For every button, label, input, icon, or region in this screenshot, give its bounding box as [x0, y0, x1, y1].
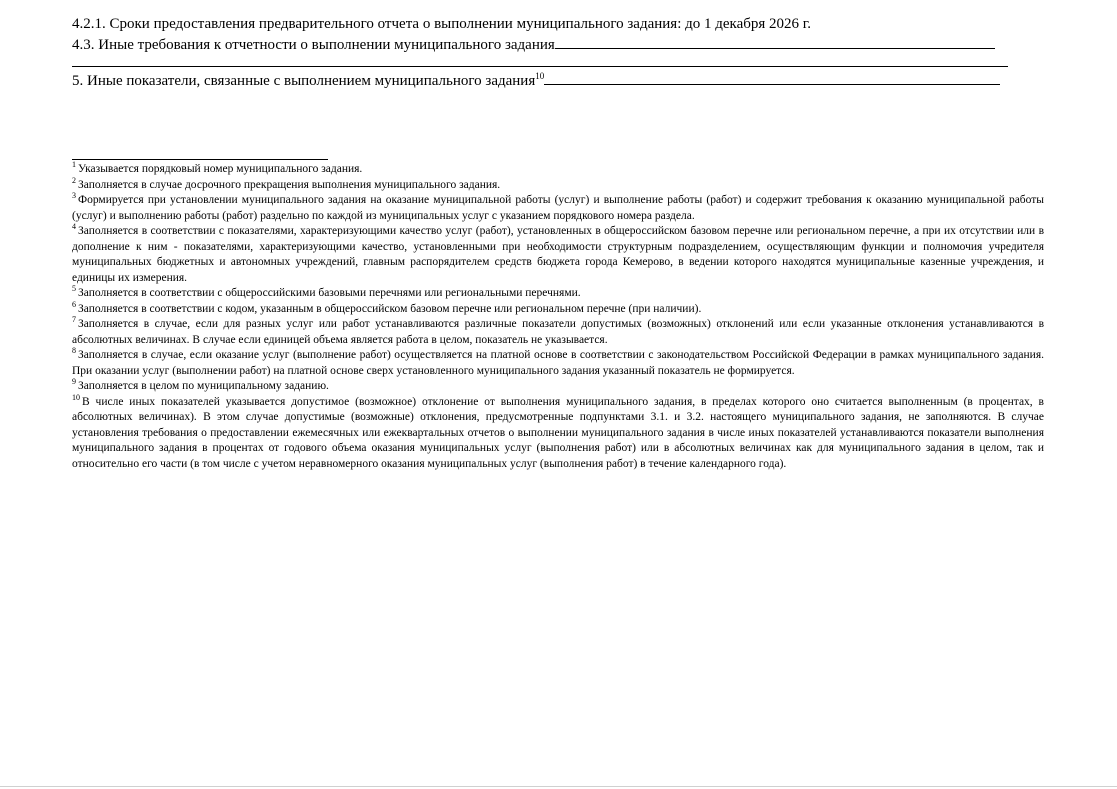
footnotes-list: [72, 162, 1044, 472]
footnote: [72, 175, 1044, 194]
section-5-text: 5. Иные показатели, связанные с выполнением муниципального задания: [72, 73, 536, 89]
footnote-number: 9: [72, 377, 76, 386]
footnote-text: Заполняется в соответствии с общероссийскими базовыми перечнями или региональными перечнями.: [78, 287, 581, 299]
footnote: [72, 224, 1044, 286]
section-4-3-text: 4.3. Иные требования к отчетности о выполнении муниципального задания: [72, 37, 555, 53]
footnote-number: 8: [72, 346, 76, 355]
footnote: [72, 348, 1044, 379]
section-5-fill-line: [544, 71, 1000, 85]
section-5: [72, 71, 1000, 90]
footnote: [72, 162, 1044, 178]
footnote: [72, 299, 1044, 318]
footnote-number: 10: [72, 392, 80, 402]
footnote: [72, 193, 1044, 224]
footnote-text: Заполняется в соответствии с показателями, характеризующими качество услуг (работ), установленных в общероссийском базовом перечне или региональном перечне, а при их отсутствии или в дополнение к ним - показателями, характеризующими качество, установленными при необходимости структурным подразделением, осуществляющим функции и полномочия учредителя муниципальных бюджетных и автономных учреждений, главным распорядителем средств бюджета города Кемерово, в ведении которого находятся муниципальные казенные учреждения, и единицы их измерения.: [72, 225, 1044, 284]
footnote-number: 3: [72, 191, 76, 200]
footnote-number: 2: [72, 175, 76, 185]
footnote-separator: [72, 159, 328, 160]
footnote-text: Заполняется в случае досрочного прекращения выполнения муниципального задания.: [78, 178, 501, 191]
footnote-number: 7: [72, 315, 76, 324]
footnote: [72, 286, 1044, 302]
footnote-text: Заполняется в случае, если оказание услуг (выполнение работ) осуществляется на платной основе в соответствии с законодательством Российской Федерации в рамках муниципального задания. При оказании услуг (выполнении работ) на платной основе сверх установленного муниципального задания указанный показатель не формируется.: [72, 349, 1044, 377]
footnote-number: 6: [72, 299, 76, 309]
footnote-text: Формируется при установлении муниципального задания на оказание муниципальной работы (услуг) и выполнение работы (работ) и содержит требования к оказанию муниципальной работы (услуг) и выполнению работы (работ) раздельно по каждой из муниципальных услуг с указанием порядкового номера раздела.: [72, 194, 1044, 222]
footnote-text: Заполняется в целом по муниципальному заданию.: [78, 380, 329, 392]
footnote: [72, 392, 1044, 473]
footnote-number: 1: [72, 160, 76, 169]
footnote-number: 4: [72, 222, 76, 231]
footnote-number: 5: [72, 284, 76, 293]
section-4-2-1-text: 4.2.1. Сроки предоставления предварительного отчета о выполнении муниципального задания: до 1 декабря 2026 г.: [72, 16, 812, 32]
footnote: [72, 379, 1044, 395]
section-4-3-continuation-line: [72, 66, 1008, 67]
footnote-text: Указывается порядковый номер муниципального задания.: [78, 163, 363, 175]
section-4-2-1: [72, 15, 811, 33]
page-bottom-divider: [0, 786, 1117, 787]
footnote: [72, 317, 1044, 348]
section-5-note-ref: 10: [535, 71, 545, 81]
footnote-text: Заполняется в случае, если для разных услуг или работ устанавливаются различные показатели допустимых (возможных) отклонений или если указанные отклонения устанавливаются в абсолютных величинах. В случае если единицей объема является работа в целом, показатель не указывается.: [72, 318, 1044, 346]
footnote-text: Заполняется в соответствии с кодом, указанным в общероссийском базовом перечне или региональном перечне (при наличии).: [78, 302, 702, 315]
footnote-text: В числе иных показателей указывается допустимое (возможное) отклонение от выполнения муниципального задания, в пределах которого оно считается выполненным (в процентах, в абсолютных величинах). В этом случае допустимые (возможные) отклонения, предусмотренные подпунктами 3.1. и 3.2. настоящего муниципального задания, не заполняются. В случае установления требования о предоставлении ежемесячных или ежеквартальных отчетов о выполнении муниципального задания в числе иных показателей устанавливаются показатели выполнения муниципального задания в процентах от годового объема оказания муниципальных услуг (выполнения работ) или в абсолютных величинах как для муниципального задания в целом, так и относительно его части (в том числе с учетом неравномерного оказания муниципальных услуг (выполнения работ) в течение календарного года).: [72, 395, 1044, 470]
section-4-3-fill-line: [555, 35, 995, 49]
section-4-3: [72, 35, 995, 54]
